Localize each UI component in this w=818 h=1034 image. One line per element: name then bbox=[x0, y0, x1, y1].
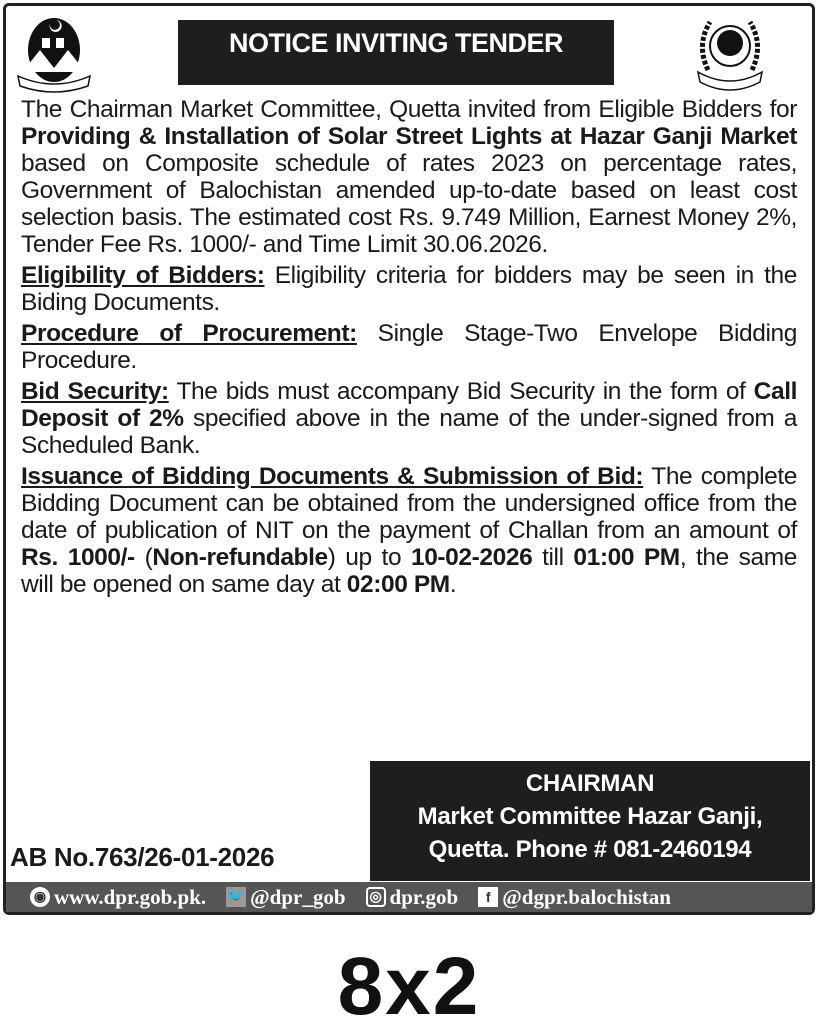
bold-text: 02:00 PM bbox=[346, 571, 450, 598]
facebook-link[interactable]: @dgpr.balochistan bbox=[502, 884, 671, 909]
bold-text: Providing & Installation of Solar Street Lights at Hazar Ganji Market bbox=[21, 123, 797, 150]
paragraph bbox=[21, 262, 797, 316]
paragraph bbox=[21, 96, 797, 258]
notice-body bbox=[21, 96, 797, 602]
balochistan-government-logo-icon bbox=[14, 10, 94, 95]
signature-title: CHAIRMAN bbox=[525, 770, 655, 797]
text: , the same will be opened on same day at bbox=[21, 544, 797, 598]
section-heading: Issuance of Bidding Documents & Submission of Bid: bbox=[21, 463, 644, 490]
instagram-link[interactable]: dpr.gob bbox=[389, 884, 459, 909]
bold-text: Non-refundable bbox=[152, 544, 328, 571]
paragraph bbox=[21, 463, 797, 598]
section-heading: Eligibility of Bidders: bbox=[21, 262, 265, 289]
text: . bbox=[449, 571, 457, 598]
instagram-icon: ◎ bbox=[366, 887, 386, 907]
bold-text: 01:00 PM bbox=[573, 544, 680, 571]
text: The Chairman Market Committee, Quetta invited from Eligible Bidders for bbox=[21, 96, 797, 123]
text: based on Composite schedule of rates 2023 on percentage rates, Government of Balochistan amended up-to-date based on least cost selection basis. The estimated cost Rs. 9.749 Million, Earnest Money 2%, Tender Fee Rs. 1000/- and Time Limit 30.06.2026. bbox=[21, 150, 797, 258]
facebook-icon: f bbox=[478, 887, 498, 907]
text: The complete Bidding Document can be obtained from the undersigned office from the date of publication of NIT on the payment of Challan from an amount of bbox=[21, 463, 797, 544]
text: specified above in the name of the under-signed from a Scheduled Bank. bbox=[21, 405, 797, 459]
text: The bids must accompany Bid Security in the form of bbox=[168, 378, 754, 405]
bold-text: Rs. 1000/- bbox=[21, 544, 135, 571]
text: ( bbox=[134, 544, 153, 571]
notice-title: NOTICE INVITING TENDER bbox=[178, 20, 614, 85]
text: Eligibility criteria for bidders may be seen in the Biding Documents. bbox=[21, 262, 797, 316]
paragraph bbox=[21, 378, 797, 459]
text: ) up to bbox=[327, 544, 411, 571]
paragraph bbox=[21, 320, 797, 374]
twitter-icon: 🐦 bbox=[226, 887, 246, 907]
dgpr-emblem-logo-icon bbox=[690, 10, 770, 95]
text: Single Stage-Two Envelope Bidding Procedure. bbox=[21, 320, 797, 374]
ab-number: AB No.763/26-01-2026 bbox=[10, 842, 275, 872]
section-heading: Procedure of Procurement: bbox=[21, 320, 357, 347]
ad-size-label: 8x2 bbox=[337, 941, 481, 1032]
signature-office: Market Committee Hazar Ganji, bbox=[417, 803, 763, 830]
bold-text: 10-02-2026 bbox=[410, 544, 533, 571]
twitter-link[interactable]: @dpr_gob bbox=[250, 884, 346, 909]
footer-bar bbox=[6, 882, 812, 912]
bold-text: Call Deposit of 2% bbox=[21, 378, 798, 432]
website-link[interactable]: www.dpr.gob.pk. bbox=[54, 884, 207, 909]
signature-block bbox=[370, 761, 810, 881]
globe-icon: ◉ bbox=[30, 887, 50, 907]
section-heading: Bid Security: bbox=[21, 378, 169, 405]
text: till bbox=[532, 544, 574, 571]
signature-contact: Quetta. Phone # 081-2460194 bbox=[428, 836, 752, 863]
